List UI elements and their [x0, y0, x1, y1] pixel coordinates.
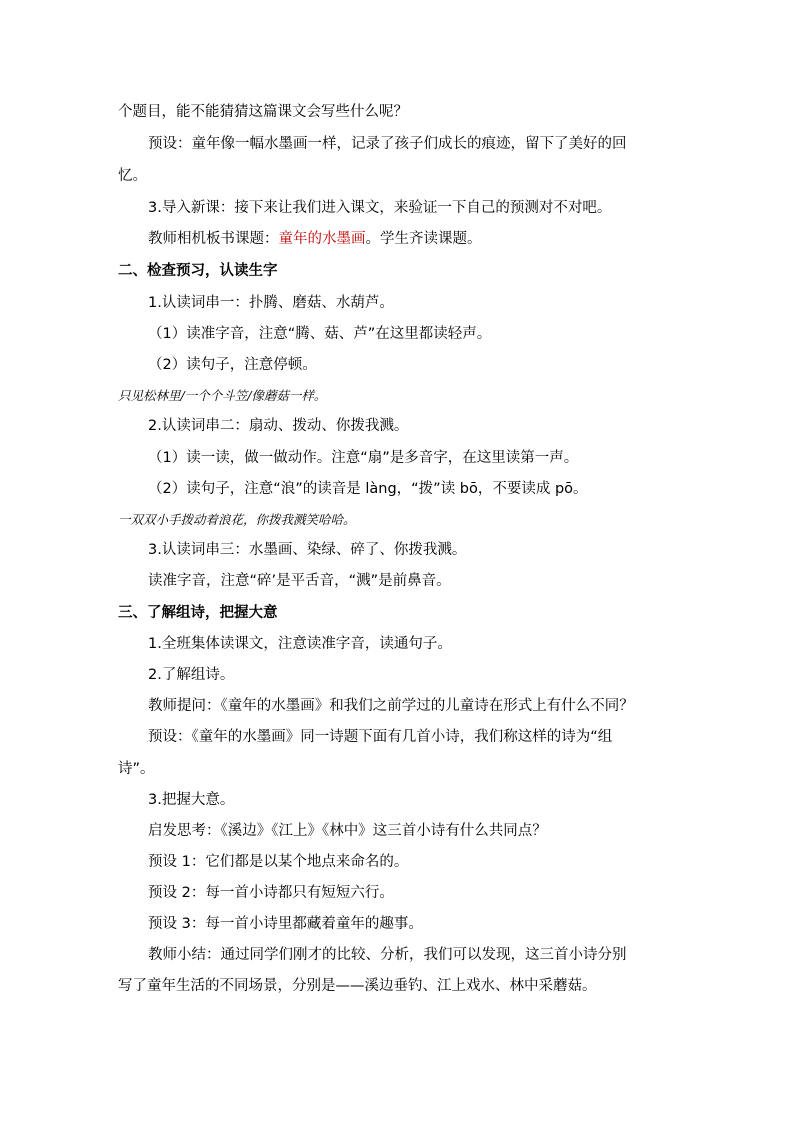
text-line: 个题目，能不能猜猜这篇课文会写些什么呢？: [118, 104, 408, 120]
lesson-title-highlight: 童年的水墨画: [278, 231, 366, 247]
text-line: 教师小结：通过同学们刚才的比较、分析，我们可以发现，这三首小诗分别: [148, 947, 627, 963]
text-line: 忆。: [118, 168, 147, 184]
text-line: 写了童年生活的不同场景，分别是——溪边垂钓、江上戏水、林中采蘑菇。: [118, 978, 597, 994]
text-line: 预设：童年像一幅水墨画一样，记录了孩子们成长的痕迹，留下了美好的回: [148, 136, 627, 152]
text-segment: 教师相机板书课题：: [148, 231, 279, 247]
text-line: （2）读句子，注意停顿。: [148, 357, 317, 373]
text-line: （1）读一读，做一做动作。注意“扇”是多音字，在这里读第一声。: [148, 450, 579, 466]
text-segment: 。学生齐读课题。: [365, 231, 482, 247]
text-line: （2）读句子，注意“浪”的读音是 làng，“拨”读 bō，不要读成 pō。: [148, 481, 588, 497]
text-line: 预设 1：它们都是以某个地点来命名的。: [148, 854, 409, 870]
text-line: 1.认读词串一：扑腾、磨菇、水葫芦。: [148, 295, 394, 311]
text-line: 预设：《童年的水墨画》同一诗题下面有几首小诗，我们称这样的诗为“组: [148, 729, 613, 745]
text-line: 1.全班集体读课文，注意读准字音，读通句子。: [148, 636, 452, 652]
example-sentence: 只见松林里/一个个斗笠/像蘑菇一样。: [118, 388, 327, 403]
text-line: 启发思考：《溪边》《江上》《林中》这三首小诗有什么共同点？: [148, 823, 547, 839]
section-heading: 三、了解组诗，把握大意: [118, 605, 278, 621]
text-line: [148, 229, 482, 249]
text-line: 3.把握大意。: [148, 792, 235, 808]
example-sentence: 一双双小手拨动着浪花，你拨我溅笑哈哈。: [118, 512, 356, 527]
text-line: 3.导入新课：接下来让我们进入课文，来验证一下自己的预测对不对吧。: [148, 200, 612, 216]
text-line: （1）读准字音，注意“腾、菇、芦”在这里都读轻声。: [148, 326, 492, 342]
text-line: 教师提问：《童年的水墨画》和我们之前学过的儿童诗在形式上有什么不同？: [148, 698, 634, 714]
section-heading: 二、检查预习，认读生字: [118, 263, 278, 279]
text-line: 预设 2：每一首小诗都只有短短六行。: [148, 885, 394, 901]
text-line: 2.了解组诗。: [148, 667, 235, 683]
text-line: 预设 3：每一首小诗里都藏着童年的趣事。: [148, 916, 423, 932]
text-line: 读准字音，注意“碎’是平舌音，“溅”是前鼻音。: [148, 573, 451, 589]
text-line: 2.认读词串二：扇动、拨动、你拨我溅。: [148, 418, 409, 434]
text-line: 诗”。: [118, 761, 155, 777]
text-line: 3.认读词串三：水墨画、染绿、碎了、你拨我溅。: [148, 542, 467, 558]
